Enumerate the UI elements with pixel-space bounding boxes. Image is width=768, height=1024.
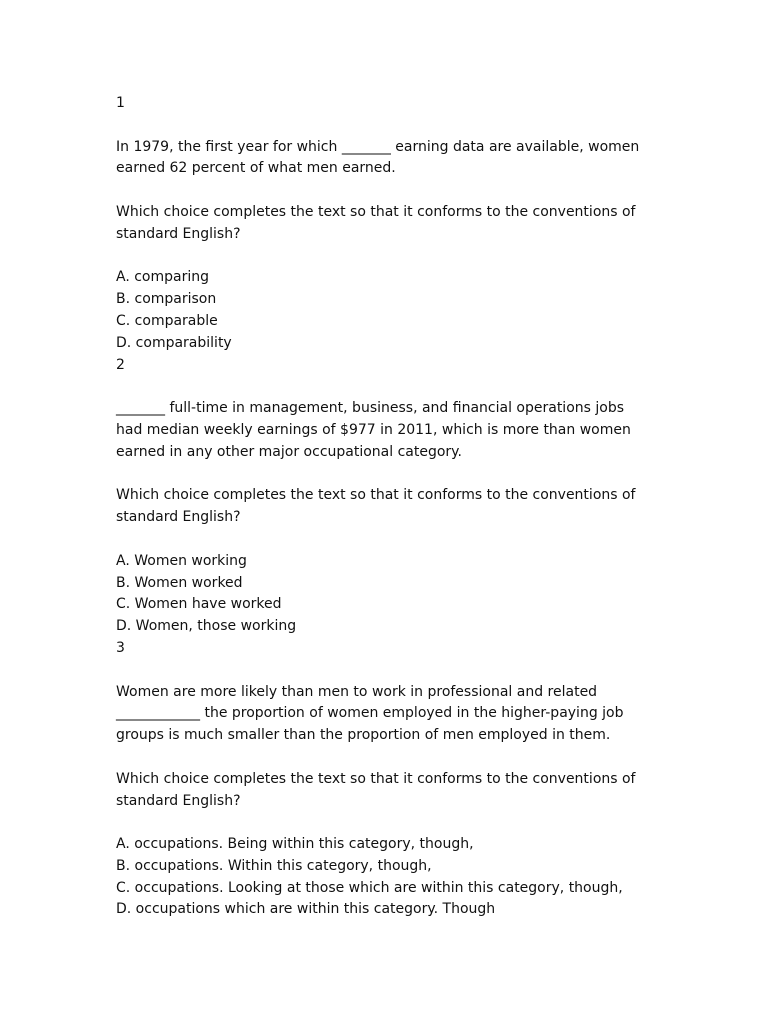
prompt-line: standard English? bbox=[116, 225, 241, 242]
passage-line: _______ full-time in management, business, and financial operations jobs bbox=[116, 400, 625, 417]
prompt-line: standard English? bbox=[116, 509, 241, 526]
spacer bbox=[116, 180, 676, 202]
passage-line: ____________ the proportion of women employed in the higher-paying job bbox=[116, 705, 624, 722]
prompt-line: Which choice completes the text so that it conforms to the conventions of bbox=[116, 487, 636, 504]
question-number: 3 bbox=[116, 639, 125, 656]
choice-b: B. occupations. Within this category, though, bbox=[116, 857, 432, 874]
spacer bbox=[116, 660, 676, 682]
choice-c: C. comparable bbox=[116, 312, 218, 329]
passage-line: had median weekly earnings of $977 in 2011, which is more than women bbox=[116, 421, 631, 438]
spacer bbox=[116, 747, 676, 769]
passage-line: earned 62 percent of what men earned. bbox=[116, 160, 396, 177]
prompt-line: standard English? bbox=[116, 792, 241, 809]
spacer bbox=[116, 246, 676, 268]
choice-d: D. Women, those working bbox=[116, 618, 297, 635]
choice-c: C. occupations. Looking at those which are within this category, though, bbox=[116, 879, 623, 896]
prompt-line: Which choice completes the text so that it conforms to the conventions of bbox=[116, 203, 636, 220]
spacer bbox=[116, 529, 676, 551]
spacer bbox=[116, 464, 676, 486]
question-2 bbox=[116, 355, 676, 638]
choice-b: B. Women worked bbox=[116, 574, 243, 591]
question-1 bbox=[116, 93, 676, 355]
question-number: 2 bbox=[116, 356, 125, 373]
document-page bbox=[116, 93, 676, 921]
choice-a: A. occupations. Being within this category, though, bbox=[116, 836, 474, 853]
choice-d: D. comparability bbox=[116, 334, 232, 351]
passage-line: groups is much smaller than the proportion of men employed in them. bbox=[116, 727, 611, 744]
choice-a: A. comparing bbox=[116, 269, 210, 286]
choice-a: A. Women working bbox=[116, 552, 247, 569]
prompt-line: Which choice completes the text so that it conforms to the conventions of bbox=[116, 770, 636, 787]
passage-line: earned in any other major occupational category. bbox=[116, 443, 462, 460]
question-3 bbox=[116, 638, 676, 921]
passage-line: Women are more likely than men to work in professional and related bbox=[116, 683, 598, 700]
spacer bbox=[116, 812, 676, 834]
spacer bbox=[116, 115, 676, 137]
spacer bbox=[116, 376, 676, 398]
question-number: 1 bbox=[116, 95, 125, 111]
choice-b: B. comparison bbox=[116, 291, 217, 308]
passage-line: In 1979, the first year for which _______ earning data are available, women bbox=[116, 138, 640, 155]
choice-d: D. occupations which are within this category. Though bbox=[116, 901, 496, 918]
choice-c: C. Women have worked bbox=[116, 596, 282, 613]
